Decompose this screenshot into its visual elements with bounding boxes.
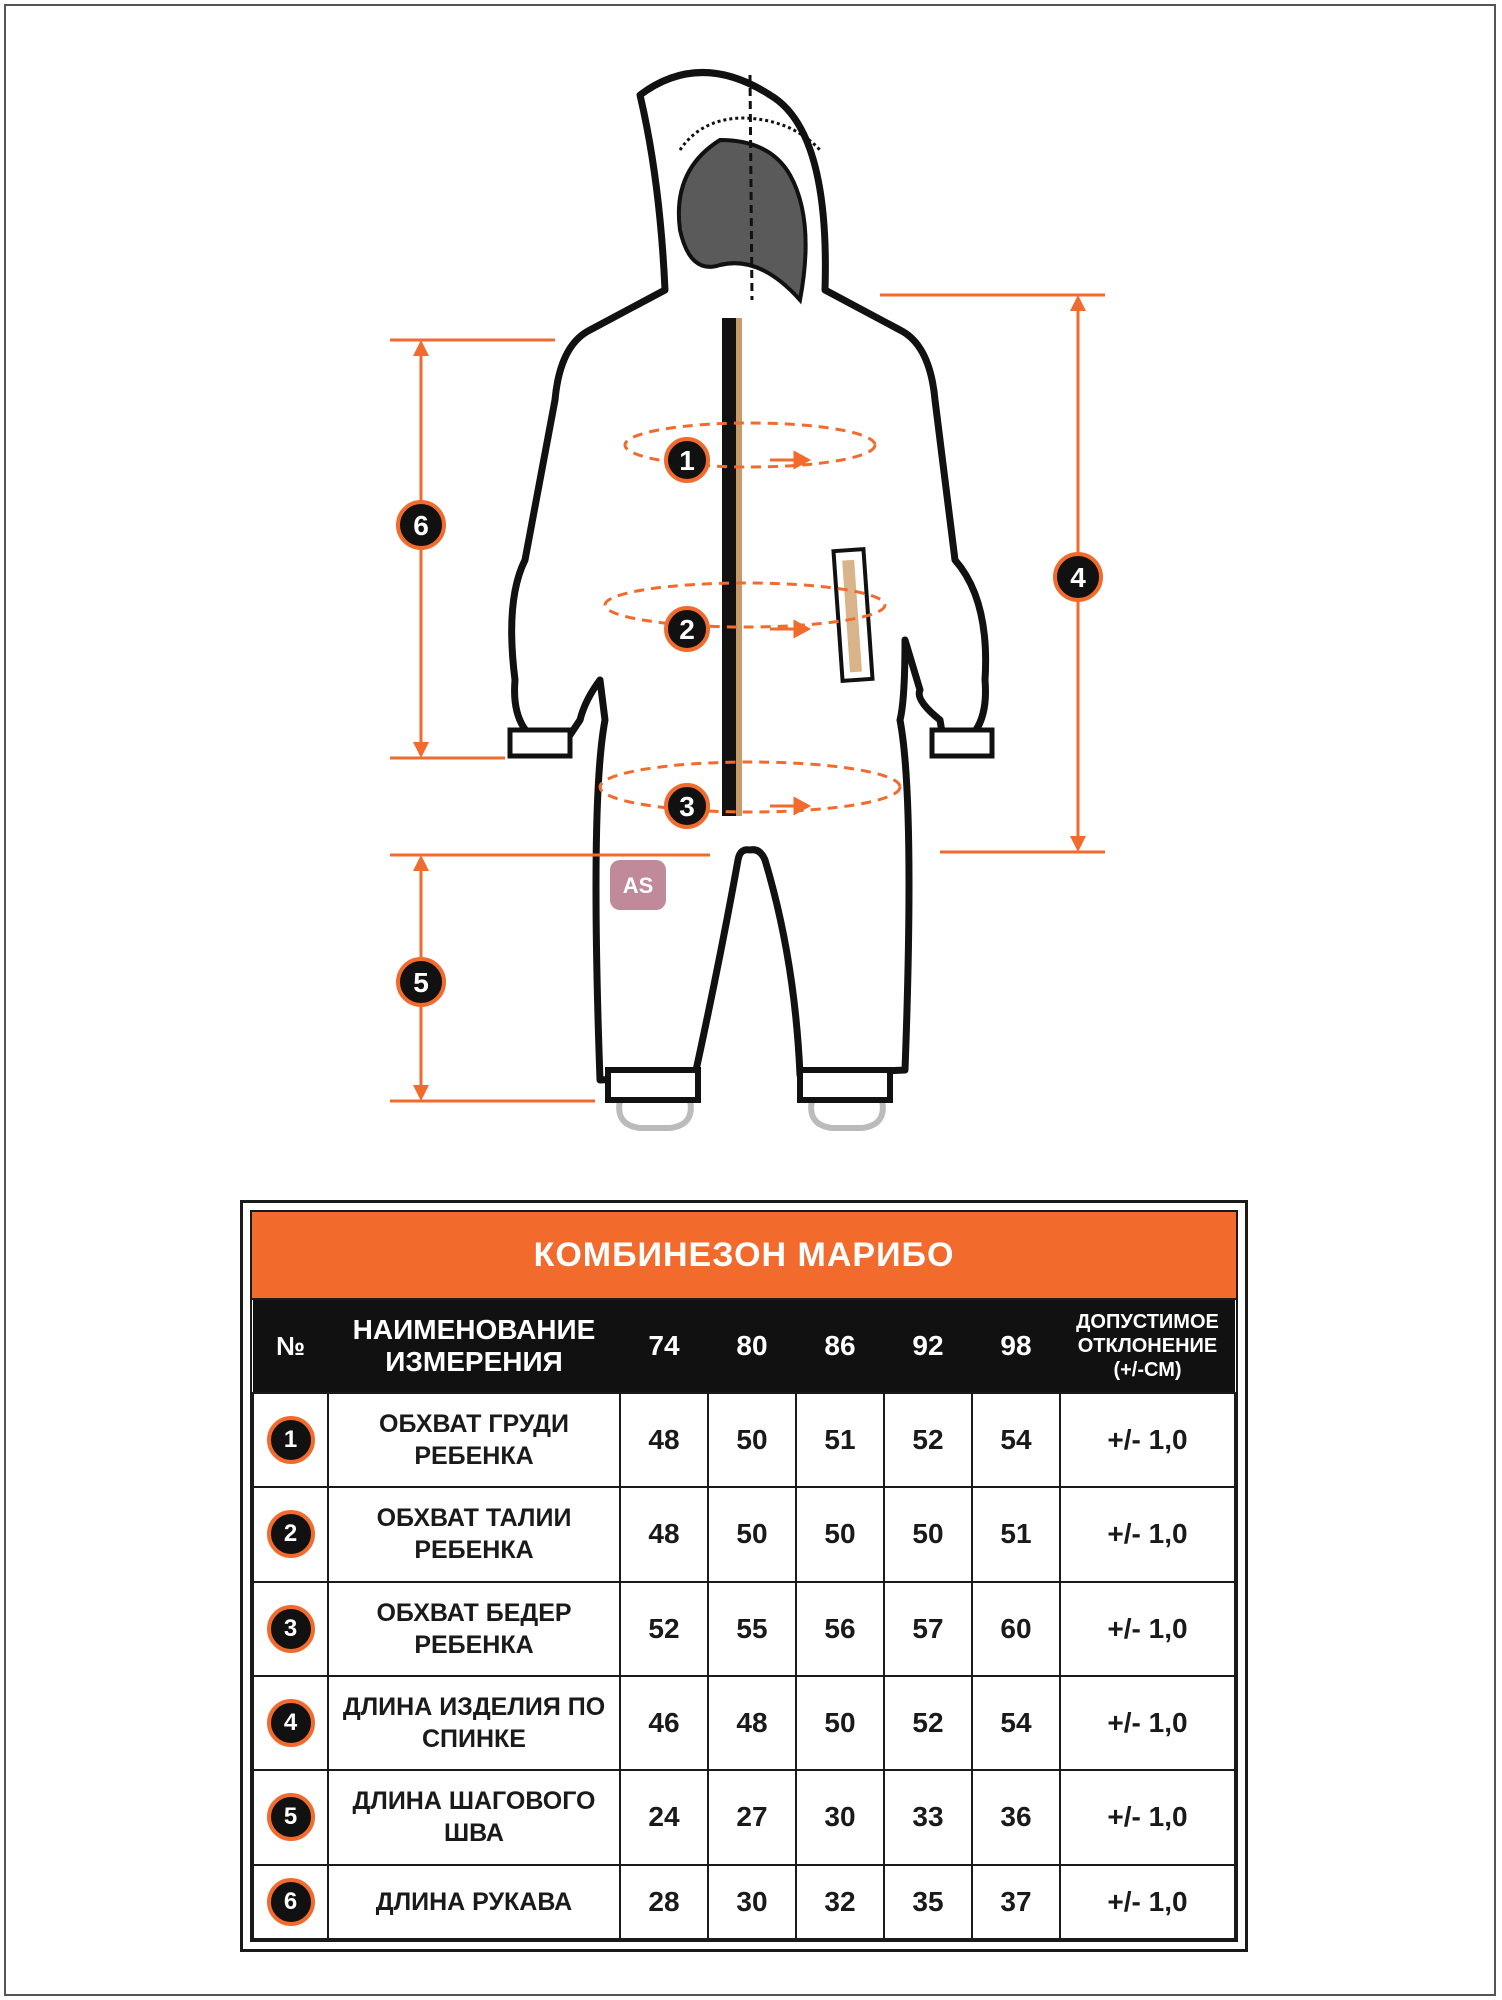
size-value: 35 — [884, 1865, 972, 1939]
size-value: 30 — [796, 1770, 884, 1864]
left-leg-cuff — [608, 1070, 698, 1100]
size-value: 54 — [972, 1676, 1060, 1770]
size-value: 51 — [972, 1487, 1060, 1581]
size-value: 37 — [972, 1865, 1060, 1939]
marker-3 — [666, 785, 708, 827]
measurement-name: ОБХВАТ ТАЛИИ РЕБЕНКА — [328, 1487, 620, 1581]
svg-text:3: 3 — [679, 791, 695, 822]
right-leg-cuff — [800, 1070, 890, 1100]
size-value: 24 — [620, 1770, 708, 1864]
tolerance-value: +/- 1,0 — [1060, 1770, 1235, 1864]
zipper-reflective — [736, 318, 742, 816]
size-value: 50 — [796, 1676, 884, 1770]
marker-6 — [398, 502, 444, 548]
row-number-cell — [253, 1487, 328, 1581]
size-value: 55 — [708, 1582, 796, 1676]
marker-5 — [398, 959, 444, 1005]
size-table-inner — [250, 1210, 1238, 1942]
header-size-80: 80 — [708, 1300, 796, 1393]
row-number-cell — [253, 1582, 328, 1676]
row-number-badge: 5 — [267, 1793, 315, 1841]
row-number-badge: 6 — [267, 1878, 315, 1926]
size-value: 52 — [884, 1676, 972, 1770]
table-row — [253, 1865, 1235, 1939]
size-value: 54 — [972, 1393, 1060, 1487]
size-value: 46 — [620, 1676, 708, 1770]
size-table — [240, 1200, 1248, 1952]
size-value: 32 — [796, 1865, 884, 1939]
tolerance-value: +/- 1,0 — [1060, 1865, 1235, 1939]
right-foot-strap — [811, 1100, 883, 1128]
header-name: НАИМЕНОВАНИЕ ИЗМЕРЕНИЯ — [328, 1300, 620, 1393]
tolerance-value: +/- 1,0 — [1060, 1393, 1235, 1487]
size-value: 57 — [884, 1582, 972, 1676]
row-number-cell — [253, 1676, 328, 1770]
measurement-name: ОБХВАТ БЕДЕР РЕБЕНКА — [328, 1582, 620, 1676]
size-value: 51 — [796, 1393, 884, 1487]
tolerance-value: +/- 1,0 — [1060, 1676, 1235, 1770]
row-number-badge: 1 — [267, 1416, 315, 1464]
svg-text:5: 5 — [413, 967, 429, 998]
size-value: 60 — [972, 1582, 1060, 1676]
size-value: 52 — [884, 1393, 972, 1487]
left-foot-strap — [619, 1100, 691, 1128]
size-value: 33 — [884, 1770, 972, 1864]
svg-text:6: 6 — [413, 510, 429, 541]
size-value: 50 — [708, 1393, 796, 1487]
size-value: 27 — [708, 1770, 796, 1864]
table-row — [253, 1770, 1235, 1864]
size-value: 52 — [620, 1582, 708, 1676]
row-number-badge: 4 — [267, 1699, 315, 1747]
table-title: КОМБИНЕЗОН МАРИБО — [252, 1212, 1236, 1300]
size-value: 48 — [620, 1487, 708, 1581]
row-number-badge: 3 — [267, 1605, 315, 1653]
row-number-badge: 2 — [267, 1510, 315, 1558]
size-value: 56 — [796, 1582, 884, 1676]
size-value: 28 — [620, 1865, 708, 1939]
header-size-86: 86 — [796, 1300, 884, 1393]
zipper — [722, 318, 736, 816]
header-size-98: 98 — [972, 1300, 1060, 1393]
svg-text:2: 2 — [679, 614, 695, 645]
table-header-row — [253, 1300, 1235, 1393]
row-number-cell — [253, 1393, 328, 1487]
size-value: 48 — [620, 1393, 708, 1487]
svg-text:4: 4 — [1070, 562, 1086, 593]
tolerance-value: +/- 1,0 — [1060, 1487, 1235, 1581]
row-number-cell — [253, 1865, 328, 1939]
table-row — [253, 1393, 1235, 1487]
measurement-name: ДЛИНА РУКАВА — [328, 1865, 620, 1939]
size-value: 30 — [708, 1865, 796, 1939]
header-tolerance: ДОПУСТИМОЕ ОТКЛОНЕНИЕ (+/-СМ) — [1060, 1300, 1235, 1393]
table-row — [253, 1487, 1235, 1581]
header-num: № — [253, 1300, 328, 1393]
measurement-name: ОБХВАТ ГРУДИ РЕБЕНКА — [328, 1393, 620, 1487]
header-size-92: 92 — [884, 1300, 972, 1393]
measurement-name: ДЛИНА ШАГОВОГО ШВА — [328, 1770, 620, 1864]
tolerance-value: +/- 1,0 — [1060, 1582, 1235, 1676]
size-value: 50 — [708, 1487, 796, 1581]
marker-4 — [1055, 554, 1101, 600]
table-row — [253, 1676, 1235, 1770]
table-body — [253, 1393, 1235, 1939]
brand-logo-text: AS — [622, 873, 654, 898]
size-chart — [252, 1300, 1236, 1940]
right-sleeve-cuff — [932, 730, 992, 756]
size-value: 36 — [972, 1770, 1060, 1864]
marker-2 — [666, 608, 708, 650]
marker-1 — [666, 439, 708, 481]
size-value: 48 — [708, 1676, 796, 1770]
row-number-cell — [253, 1770, 328, 1864]
header-size-74: 74 — [620, 1300, 708, 1393]
table-row — [253, 1582, 1235, 1676]
size-value: 50 — [796, 1487, 884, 1581]
size-value: 50 — [884, 1487, 972, 1581]
measurement-name: ДЛИНА ИЗДЕЛИЯ ПО СПИНКЕ — [328, 1676, 620, 1770]
left-sleeve-cuff — [510, 730, 570, 756]
svg-text:1: 1 — [679, 445, 695, 476]
